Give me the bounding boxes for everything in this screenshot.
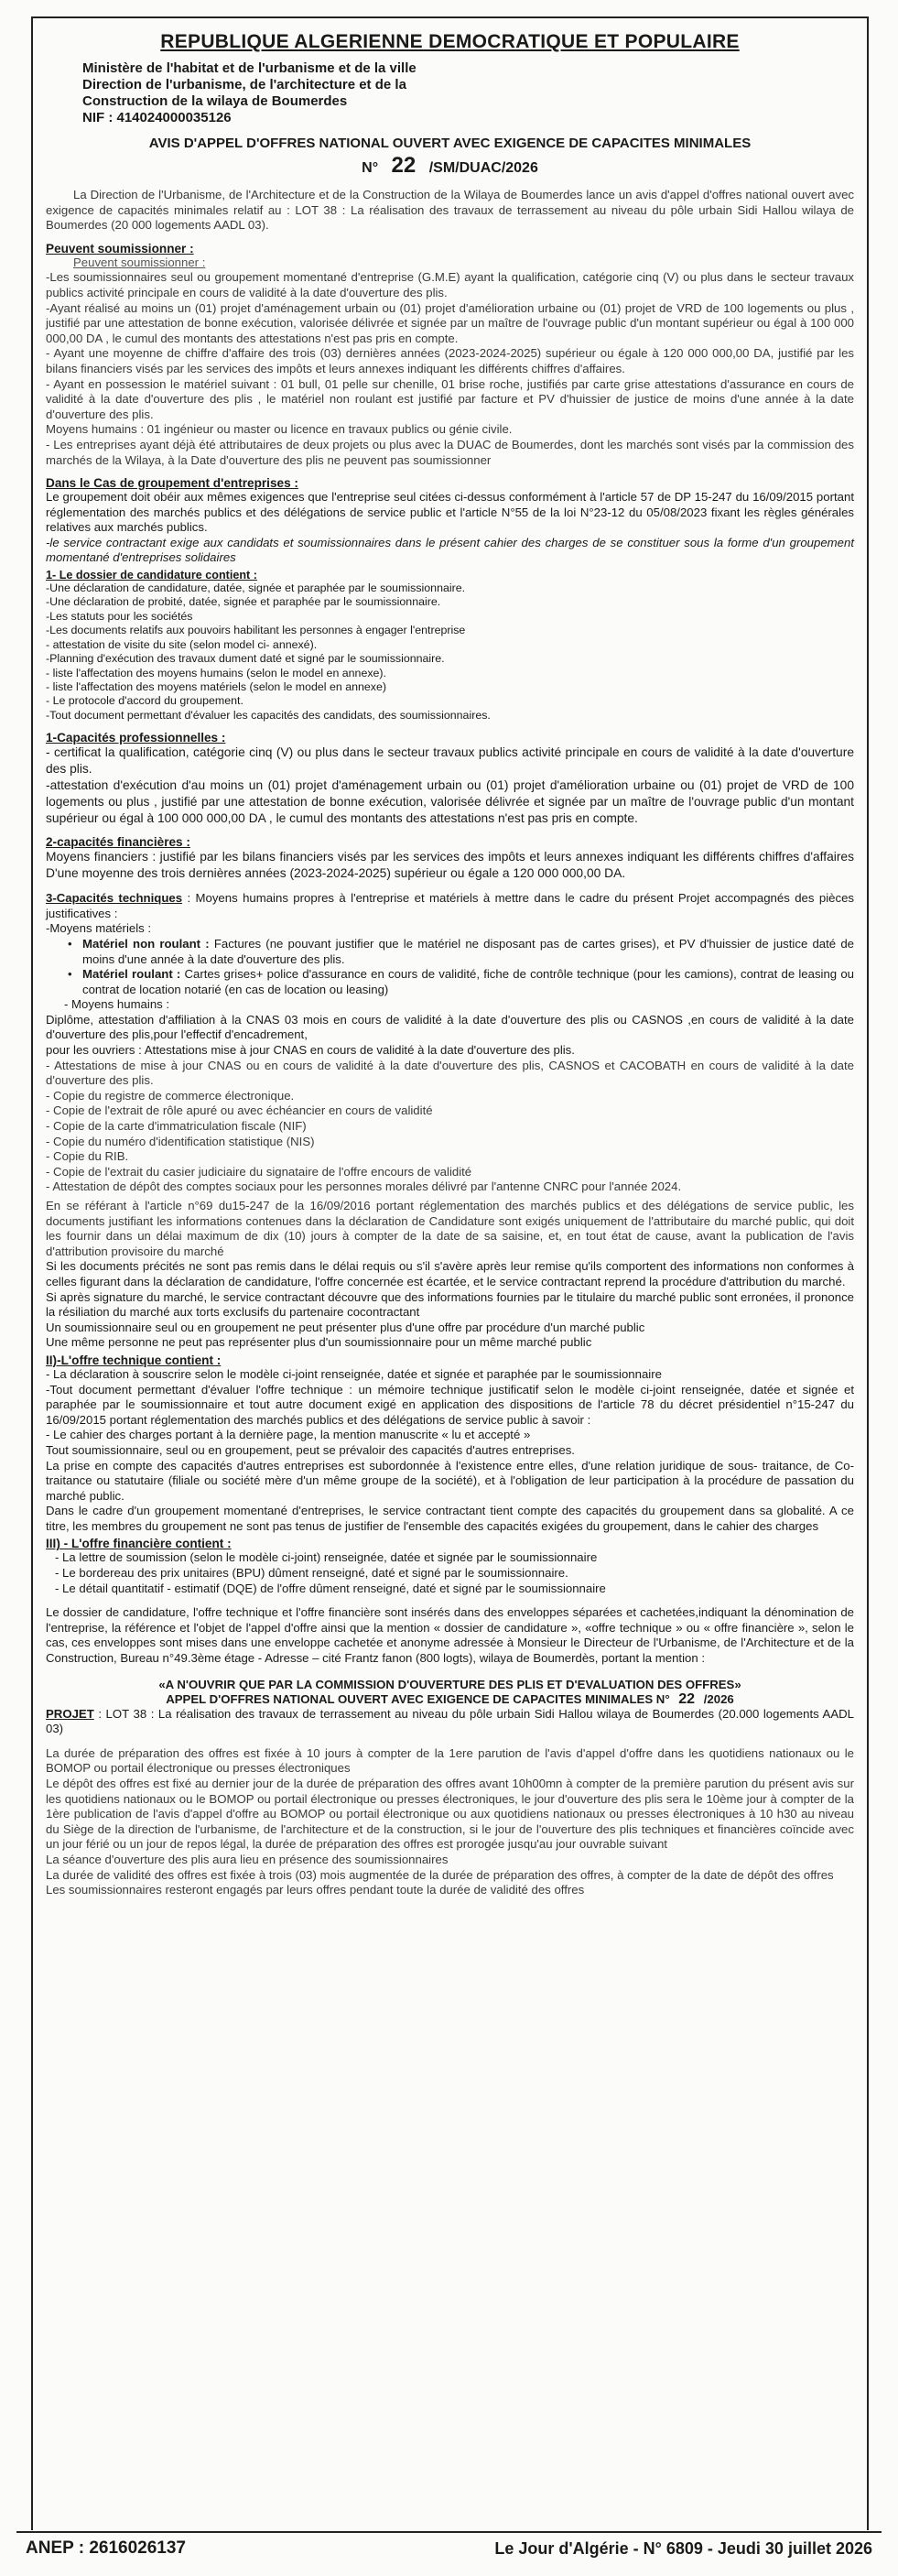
paragraph: Diplôme, attestation d'affiliation à la CNAS 03 mois en cours de validité à la date d'ouverture des plis ou CASNOS ,en cours de validité à la date d'ouverture des plis,pour l'effectif d'encadrement, bbox=[46, 1012, 854, 1042]
tender-notice bbox=[31, 16, 869, 2530]
list-item: - attestation de visite du site (selon model ci- annexé). bbox=[46, 637, 318, 651]
paragraph: pour les ouvriers : Attestations mise à jour CNAS en cours de validité à la date d'ouverture des plis. bbox=[46, 1043, 575, 1058]
paragraph: - La déclaration à souscrire selon le modèle ci-joint renseignée, datée et signée et paraphée par le soumissionnaire bbox=[46, 1366, 662, 1381]
journal-reference: Le Jour d'Algérie - N° 6809 - Jeudi 30 juillet 2026 bbox=[494, 2538, 872, 2558]
section-title: Peuvent soumissionner : bbox=[46, 241, 194, 255]
paragraph: Tout soumissionnaire, seul ou en groupement, peut se prévaloir des capacités d'autres entreprises. bbox=[46, 1442, 575, 1457]
paragraph: Le dépôt des offres est fixé au dernier jour de la durée de préparation des offres avant 10h00mn à compter de la première parution du présent avis sur les quotidiens nationaux ou le BOMOP ou portail électronique ou presses électroniques, le jour d'ouverture des plis sera le 10ème jour à compter de la 1ère publication de l'avis d'appel d'offre au BOMOP ou portail électronique ou aux quotidiens nationaux ou presses électroniques à 10 h30 au niveau du Siège de la direction de l'urbanisme, de l'architecture et de la construction, si le jour de l'ouverture des plis techniques et financières coïncide avec un jour férié ou un jour de repos légal, la durée de préparation des offres est prorogée jusqu'au jour ouvrable suivant bbox=[46, 1777, 854, 1852]
ministry-line: Ministère de l'habitat et de l'urbanisme et de la ville bbox=[82, 60, 417, 76]
paragraph: Moyens humains : 01 ingénieur ou master ou licence en travaux publics ou génie civile. bbox=[46, 422, 513, 437]
list-item: - Copie du numéro d'identification statistique (NIS) bbox=[46, 1134, 315, 1148]
paragraph: - Ayant en possession le matériel suivant : 01 bull, 01 pelle sur chenille, 01 brise roche, justifiés par carte grise attestations d'assurance en cours de validité à la date d'ouverture des plis , le matériel non roulant est justifié par facture et PV d'huissier de justice de moins d'une année à la date d'ouverture des plis. bbox=[46, 376, 854, 421]
label: -Moyens matériels : bbox=[46, 921, 152, 936]
section-subtitle: Peuvent soumissionner : bbox=[73, 255, 206, 269]
list-item: - Copie du RIB. bbox=[46, 1149, 129, 1164]
label: - Moyens humains : bbox=[64, 997, 170, 1012]
paragraph: -attestation d'exécution d'au moins un (01) projet d'aménagement urbain ou (01) projet d'amélioration urbaine ou (01) projet de VRD de 100 logements ou plus , justifié par une attestation de bonne exécution, valorisée délivrée et signée par un maître de l'ouvrage public d'un montant supérieur ou égal à 100 000 000,00 DA , le cumul des montants des attestations n'est pas pris en compte. bbox=[46, 778, 854, 826]
label: Matériel roulant : bbox=[82, 967, 181, 982]
list-item: - liste l'affectation des moyens humains (selon le model en annexe). bbox=[46, 666, 386, 679]
anep-reference: ANEP : 2616026137 bbox=[26, 2538, 186, 2558]
bullet-paragraph bbox=[46, 937, 854, 967]
section-title: III) - L'offre financière contient : bbox=[46, 1537, 232, 1551]
paragraph bbox=[46, 891, 854, 921]
label: PROJET bbox=[46, 1706, 94, 1721]
paragraph-text: : Moyens humains propres à l'entreprise et matériels à mettre dans le cadre du présent Projet accompagnés des pièces justificatives : bbox=[46, 891, 854, 920]
dossier-list bbox=[46, 582, 854, 723]
ministry-line: Direction de l'urbanisme, de l'architecture et de la bbox=[82, 77, 406, 92]
paragraph: - Ayant une moyenne de chiffre d'affaire des trois (03) dernières années (2023-2024-2025) supérieur ou égale à 120 000 000,00 DA, justifié par les bilans financiers visés par les services des impôts et leurs annexes indiquant les différents chiffres d'affaires. bbox=[46, 346, 854, 375]
bullet-paragraph bbox=[46, 967, 854, 997]
list-item: -Tout document permettant d'évaluer les capacités des candidats, des soumissionnaires. bbox=[46, 708, 491, 722]
paragraph: Le groupement doit obéir aux mêmes exigences que l'entreprise seul citées ci-dessus conformément à l'article 57 de DP 15-247 du 16/09/2015 portant réglementation des marchés publics et des délégations de service public et l'article N°55 de la loi N°23-12 du 05/08/2023 fixant les règles générales relatives aux marchés publics. bbox=[46, 490, 854, 535]
paragraph-text: Cartes grises+ police d'assurance en cours de validité, fiche de contrôle technique (pour les camions), contrat de leasing ou contrat de location notarié (en cas de location ou leasing) bbox=[82, 967, 855, 996]
ministry-line: Construction de la wilaya de Boumerdes bbox=[82, 93, 348, 109]
num-prefix: N° bbox=[362, 160, 379, 176]
list-item: - Le détail quantitatif - estimatif (DQE) de l'offre dûment renseigné, daté et signé par le soumissionnaire bbox=[55, 1581, 606, 1595]
label: Matériel non roulant : bbox=[82, 936, 210, 951]
ministry-block bbox=[82, 60, 854, 126]
notice-text: APPEL D'OFFRES NATIONAL OUVERT AVEC EXIGENCE DE CAPACITES MINIMALES N° bbox=[166, 1691, 670, 1706]
num-suffix: /SM/DUAC/2026 bbox=[428, 160, 538, 176]
republic-title: REPUBLIQUE ALGERIENNE DEMOCRATIQUE ET POPULAIRE bbox=[160, 31, 740, 52]
paragraph: - certificat la qualification, catégorie cinq (V) ou plus dans le secteur travaux publics activité principale en cours de validité à la date d'ouverture des plis. bbox=[46, 745, 854, 777]
list-item: - Copie de la carte d'immatriculation fiscale (NIF) bbox=[46, 1119, 307, 1134]
notice-number: 22 bbox=[678, 1690, 696, 1707]
section-title: Dans le Cas de groupement d'entreprises : bbox=[46, 476, 298, 491]
paragraph: -Ayant réalisé au moins un (01) projet d'aménagement urbain ou (01) projet d'amélioration urbaine ou (01) projet de VRD de 100 logements ou plus , justifié par une attestation de bonne exécution, valorisée délivrée et signée par un maître de l'ouvrage public d'un montant supérieur ou égal à 100 000 000,00 DA , le cumul des montants des attestations n'est pas pris en compte. bbox=[46, 300, 854, 345]
list-item: - Copie de l'extrait de rôle apuré ou avec échéancier en cours de validité bbox=[46, 1103, 433, 1118]
opening-notice bbox=[46, 1678, 854, 1707]
list-item: -Une déclaration de probité, datée, signée et paraphée par le soumissionnaire. bbox=[46, 595, 441, 609]
list-item: -Planning d'exécution des travaux dument daté et signé par le soumissionnaire. bbox=[46, 652, 445, 666]
paragraph: Si après signature du marché, le service contractant découvre que des informations fournies par le titulaire du marché public sont erronées, il prononce la résiliation du marché aux torts exclusifs du partenaire cocontractant bbox=[46, 1289, 854, 1320]
avis-number bbox=[46, 153, 854, 179]
section-title: 1-Capacités professionnelles : bbox=[46, 731, 226, 745]
paragraph: La prise en compte des capacités d'autres entreprises est subordonnée à l'existence entre elles, d'une relation juridique de sous- traitance, de Co-traitance ou statutaire (filiale ou société mère d'un même groupe de la société), et à l'obligation de leur participation à la procédure de passation du marché public. bbox=[46, 1458, 854, 1503]
intro-paragraph: La Direction de l'Urbanisme, de l'Architecture et de la Construction de la Wilaya de Boumerdes lance un avis d'appel d'offres national ouvert avec exigence de capacités minimales relatif au : LOT 38 : La réalisation des travaux de terrassement au niveau du pôle urbain Sidi Hallou wilaya de Boumerdes (20 000 logements AADL 03). bbox=[46, 188, 854, 233]
paragraph: - Les entreprises ayant déjà été attributaires de deux projets ou plus avec la DUAC de Boumerdes, dont les marchés sont visés par la commission des marchés de la Wilaya, à la Date d'ouverture des plis ne peuvent pas soumissionner bbox=[46, 437, 854, 467]
paragraph: -Tout document permettant d'évaluer l'offre technique : un mémoire technique justificatif selon le modèle ci-joint renseignée, datée et signée et paraphée par le soumissionnaire et tout autre document exigé en application des dispositions de l'article 78 du décret présidentiel n°15-247 du 16/09/2015 portant réglementation des marchés publics et des délégations de service public à savoir : bbox=[46, 1382, 854, 1427]
notice-line: «A N'OUVRIR QUE PAR LA COMMISSION D'OUVERTURE DES PLIS ET D'EVALUATION DES OFFRES» bbox=[158, 1677, 741, 1691]
nif-line: NIF : 414024000035126 bbox=[82, 110, 232, 125]
paragraph: En se référant à l'article n°69 du15-247 de la 16/09/2016 portant réglementation des marchés publics et des délégations de service public, les documents justifiant les informations contenues dans la déclaration de Candidature sont exigés uniquement de l'attributaire du marché public, qui doit les fournir dans un délai maximum de dix (10) jours à compter de la date de sa saisine, et, en tout état de cause, avant la publication de l'avis d'attribution provisoire du marché bbox=[46, 1199, 854, 1258]
paragraph: Une même personne ne peut pas représenter plus d'un soumissionnaire pour un même marché public bbox=[46, 1335, 592, 1350]
list-item: - Copie de l'extrait du casier judiciaire du signataire de l'offre encours de validité bbox=[46, 1164, 472, 1179]
section-title: 2-capacités financières : bbox=[46, 835, 190, 850]
notice-line bbox=[46, 1692, 854, 1707]
paragraph: -Les soumissionnaires seul ou groupement momentané d'entreprise (G.M.E) ayant la qualification, catégorie cinq (V) ou plus dans le secteur travaux publics activité principale en cours de validité à la date d'ouverture des plis. bbox=[46, 270, 854, 299]
paragraph: Dans le cadre d'un groupement momentané d'entreprises, le service contractant tient compte des capacités du groupement dans sa globalité. A ce titre, les membres du groupement ne sont pas tenus de justifier de l'ensemble des capacités exigées du groupement, dans le cahier des charges bbox=[46, 1504, 854, 1533]
paragraph: - Attestation de dépôt des comptes sociaux pour les personnes morales délivré par l'antenne CNRC pour l'année 2024. bbox=[46, 1179, 682, 1194]
num-value: 22 bbox=[391, 153, 417, 178]
projet-paragraph bbox=[46, 1707, 854, 1737]
list-item: -Les statuts pour les sociétés bbox=[46, 609, 193, 623]
list-item: -Une déclaration de candidature, datée, signée et paraphée par le soumissionnaire. bbox=[46, 582, 466, 595]
section-title: 3-Capacités techniques bbox=[46, 891, 183, 906]
section-title: II)-L'offre technique contient : bbox=[46, 1353, 222, 1367]
paragraph: La durée de préparation des offres est fixée à 10 jours à compter de la 1ere parution de l'avis d'appel d'offre dans les quotidiens nationaux ou le BOMOP ou portail électronique ou presses électroniques bbox=[46, 1745, 854, 1776]
avis-title: AVIS D'APPEL D'OFFRES NATIONAL OUVERT AVEC EXIGENCE DE CAPACITES MINIMALES bbox=[148, 136, 752, 151]
paragraph: Le dossier de candidature, l'offre technique et l'offre financière sont insérés dans des enveloppes séparées et cachetées,indiquant la dénomination de l'entreprise, la référence et l'objet de l'appel d'offre ainsi que la mention « dossier de candidature », «offre technique » ou « offre financière », selon le cas, ces enveloppes sont mises dans une enveloppe cachetée et anonyme adressée à Monsieur le Directeur de l'Urbanisme, de l'Architecture et de la Construction, Bureau n°49.3ème étage - Adresse – cité Frantz fanon (800 logts), wilaya de Boumerdès, portant la mention : bbox=[46, 1605, 854, 1666]
paragraph: Un soumissionnaire seul ou en groupement ne peut présenter plus d'une offre par procédure d'un marché public bbox=[46, 1320, 645, 1334]
paragraph: - Attestations de mise à jour CNAS ou en cours de validité à la date d'ouverture des plis, CASNOS et CACOBATH en cours de validité à la date d'ouverture des plis. bbox=[46, 1058, 854, 1088]
paragraph-text: : LOT 38 : La réalisation des travaux de terrassement au niveau du pôle urbain Sidi Hallou wilaya de Boumerdes (20.000 logements AADL 03) bbox=[46, 1706, 854, 1736]
list-item: - liste l'affectation des moyens matériels (selon le model en annexe) bbox=[46, 679, 386, 693]
list-item: -Les documents relatifs aux pouvoirs habilitant les personnes à engager l'entreprise bbox=[46, 624, 466, 637]
paragraph: - Le cahier des charges portant à la dernière page, la mention manuscrite « lu et accepté » bbox=[46, 1428, 531, 1442]
list-item: - Copie du registre de commerce électronique. bbox=[46, 1088, 295, 1103]
paragraph-text: Factures (ne pouvant justifier que le matériel ne disposant pas de cartes grises), et PV d'huissier de justice daté de moins d'une année à la date d'ouverture des plis. bbox=[82, 936, 854, 966]
section-title: 1- Le dossier de candidature contient : bbox=[46, 569, 257, 582]
list-item: - Le protocole d'accord du groupement. bbox=[46, 694, 243, 708]
newspaper-footer bbox=[16, 2531, 882, 2564]
notice-suffix: /2026 bbox=[703, 1691, 734, 1706]
paragraph: Moyens financiers : justifié par les bilans financiers visés par les services des impôts et leurs annexes indiquant les différents chiffres d'affaires D'une moyenne des trois dernières années (2023-2024-2025) supérieur ou égale a 120 000 000,00 DA. bbox=[46, 850, 854, 881]
paragraph: La durée de validité des offres est fixée à trois (03) mois augmentée de la durée de préparation des offres, à compter de la date de dépôt des offres bbox=[46, 1867, 834, 1882]
list-item: - La lettre de soumission (selon le modèle ci-joint) renseignée, datée et signée par le soumissionnaire bbox=[55, 1550, 598, 1565]
paragraph: -le service contractant exige aux candidats et soumissionnaires dans le présent cahier des charges de se constituer sous la forme d'un groupement momentané d'entreprises solidaires bbox=[46, 535, 854, 565]
list-item: - Le bordereau des prix unitaires (BPU) dûment renseigné, daté et signé par le soumissionnaire. bbox=[55, 1566, 568, 1581]
paragraph: La séance d'ouverture des plis aura lieu en présence des soumissionnaires bbox=[46, 1852, 449, 1866]
paragraph: Les soumissionnaires resteront engagés par leurs offres pendant toute la durée de validité des offres bbox=[46, 1883, 585, 1897]
paragraph: Si les documents précités ne sont pas remis dans le délai requis ou s'il s'avère après leur remise qu'ils comportent des informations non conformes à celles figurant dans la déclaration de candidature, l'offre concernée est écartée, et le service contractant reprend la procédure d'attribution du marché. bbox=[46, 1259, 854, 1288]
